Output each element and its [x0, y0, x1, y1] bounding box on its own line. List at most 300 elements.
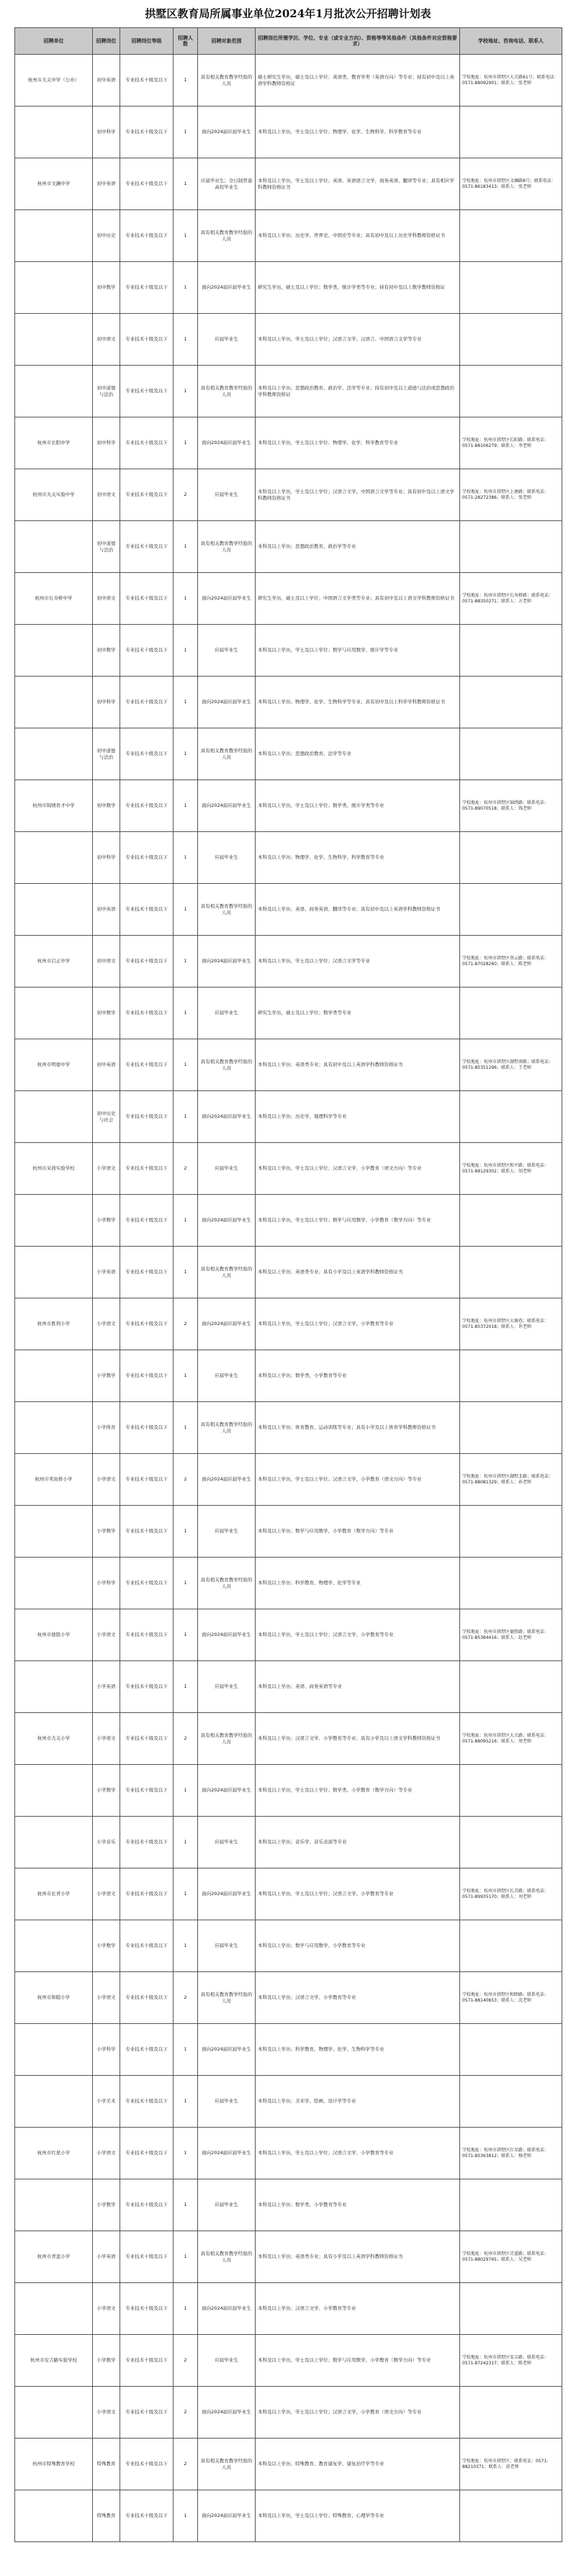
cell-requirements: 本科及以上学历，学士及以上学位；物理学、化学、生物科学、科学教育等专业	[256, 107, 460, 158]
cell-unit: 杭州市卖鱼桥小学	[15, 1454, 93, 1506]
table-row	[15, 728, 562, 780]
cell-contact: 学校地址：杭州市拱墅区大关路61号；联系电话：0571-88092901；联系人：张老师	[460, 55, 562, 107]
cell-requirements: 研究生学历，硕士及以上学位；数学类等专业	[256, 988, 460, 1039]
cell-scope: 面向2024届应届毕业生	[198, 2128, 256, 2179]
cell-scope: 应届毕业生	[198, 1143, 256, 1195]
cell-post: 小学语文	[93, 1713, 120, 1765]
cell-requirements: 研究生学历，硕士及以上学位；数学类、统计学类等专业；持有初中及以上数学教师资格证	[256, 262, 460, 314]
cell-requirements: 本科及以上学历，学士及以上学位；汉语言文学、汉语言、中国语言文学等专业	[256, 314, 460, 366]
cell-post: 初中科学	[93, 677, 120, 728]
cell-count: 1	[174, 1661, 198, 1713]
table-row	[15, 2179, 562, 2231]
cell-requirements: 本科及以上学历；物理学、化学、生物科学、科学教育等专业	[256, 832, 460, 884]
cell-unit	[15, 988, 93, 1039]
cell-requirements: 本科及以上学历，学士及以上学位；汉语言文学等专业	[256, 936, 460, 988]
cell-unit: 杭州市大关中学（公办）	[15, 55, 93, 107]
cell-scope: 面向2024届应届毕业生	[198, 1195, 256, 1247]
cell-requirements: 本科及以上学历；英语、商务英语等专业	[256, 1661, 460, 1713]
cell-scope: 应届毕业生	[198, 2076, 256, 2128]
cell-post: 小学数学	[93, 1195, 120, 1247]
cell-contact: 学校地址：杭州市拱墅区德胜路；联系电话：0571-85384416；联系人：赵老师	[460, 1609, 562, 1661]
table-row	[15, 2128, 562, 2179]
cell-count: 1	[174, 2231, 198, 2283]
cell-contact: 学校地址：杭州市拱墅区锦绣路；联系电话：0571-89070518；联系人：钱老师	[460, 780, 562, 832]
cell-post: 初中道德与法治	[93, 728, 120, 780]
cell-unit	[15, 1195, 93, 1247]
cell-unit	[15, 884, 93, 936]
table-row	[15, 1350, 562, 1402]
cell-post: 小学数学	[93, 1350, 120, 1402]
cell-count: 1	[174, 1039, 198, 1091]
cell-post: 小学语文	[93, 2283, 120, 2335]
cell-level: 专业技术十级及以下	[120, 728, 174, 780]
cell-contact	[460, 1920, 562, 1972]
cell-count: 1	[174, 210, 198, 262]
table-row	[15, 1402, 562, 1454]
cell-contact	[460, 2076, 562, 2128]
cell-contact	[460, 2283, 562, 2335]
cell-post: 小学语文	[93, 1868, 120, 1920]
cell-unit	[15, 832, 93, 884]
cell-scope: 面向2024届应届毕业生	[198, 677, 256, 728]
cell-count: 1	[174, 2024, 198, 2076]
cell-requirements: 本科及以上学历，学士及以上学位；汉语言文学、小学教育（语文方向）等专业	[256, 1454, 460, 1506]
cell-requirements: 本科及以上学历；音乐学、音乐表演等专业	[256, 1817, 460, 1868]
cell-unit	[15, 521, 93, 573]
table-row	[15, 1558, 562, 1609]
table-row	[15, 936, 562, 988]
cell-requirements: 本科及以上学历；历史学、地理科学等专业	[256, 1091, 460, 1143]
table-row	[15, 2439, 562, 2490]
cell-level: 专业技术十级及以下	[120, 677, 174, 728]
cell-scope: 面向2024届应届毕业生	[198, 2024, 256, 2076]
cell-scope: 面向2024届应届毕业生	[198, 936, 256, 988]
cell-scope: 具有相关教育教学经验的人员	[198, 1039, 256, 1091]
cell-scope: 应届毕业生	[198, 1506, 256, 1558]
cell-count: 2	[174, 1143, 198, 1195]
cell-count: 1	[174, 107, 198, 158]
table-row	[15, 1454, 562, 1506]
table-row	[15, 107, 562, 158]
cell-count: 1	[174, 314, 198, 366]
cell-count: 1	[174, 573, 198, 625]
cell-level: 专业技术十级及以下	[120, 158, 174, 210]
table-row	[15, 832, 562, 884]
cell-contact: 学校地址：杭州市拱墅区；联系电话：0571-88210371；联系人：黄老师	[460, 2439, 562, 2490]
cell-level: 专业技术十级及以下	[120, 2128, 174, 2179]
cell-scope: 面向2024届应届毕业生	[198, 780, 256, 832]
cell-contact	[460, 1402, 562, 1454]
cell-requirements: 本科及以上学历；英语、商务英语、翻译等专业；具有初中及以上英语学科教师资格证书	[256, 884, 460, 936]
table-row	[15, 2490, 562, 2542]
cell-scope: 面向2024届应届毕业生	[198, 262, 256, 314]
cell-requirements: 硕士研究生学历，硕士及以上学位；英语类、教育学类（英语方向）等专业；持有初中及以上英语学科教师资格证	[256, 55, 460, 107]
cell-level: 专业技术十级及以下	[120, 1195, 174, 1247]
cell-post: 初中英语	[93, 158, 120, 210]
cell-count: 2	[174, 2387, 198, 2439]
cell-contact	[460, 366, 562, 417]
cell-post: 初中英语	[93, 55, 120, 107]
cell-level: 专业技术十级及以下	[120, 1817, 174, 1868]
table-row	[15, 417, 562, 469]
cell-contact: 学校地址：杭州市拱墅区长青路；联系电话：0571-89935170；联系人：刘老师	[460, 1868, 562, 1920]
cell-count: 1	[174, 417, 198, 469]
cell-count: 1	[174, 55, 198, 107]
cell-requirements: 本科及以上学历，学士及以上学位；数学类、统计学类等专业	[256, 780, 460, 832]
cell-level: 专业技术十级及以下	[120, 2283, 174, 2335]
cell-count: 1	[174, 1868, 198, 1920]
cell-post: 小学数学	[93, 1765, 120, 1817]
column-header-post: 招聘岗位	[93, 28, 120, 55]
cell-unit: 杭州市启正中学	[15, 936, 93, 988]
cell-requirements: 本科及以上学历，学士及以上学位；汉语言文学、小学教育（语文方向）等专业	[256, 2387, 460, 2439]
cell-unit: 杭州市采荷实验学校	[15, 1143, 93, 1195]
cell-post: 小学语文	[93, 1298, 120, 1350]
table-row	[15, 366, 562, 417]
table-row	[15, 1765, 562, 1817]
cell-requirements: 本科及以上学历；特殊教育、教育康复学、康复治疗学等专业	[256, 2439, 460, 2490]
cell-requirements: 本科及以上学历；汉语言文学、小学教育等专业	[256, 1972, 460, 2024]
page-title: 拱墅区教育局所属事业单位2024年1月批次公开招聘计划表	[145, 7, 431, 20]
cell-count: 2	[174, 1298, 198, 1350]
table-row	[15, 2024, 562, 2076]
cell-contact	[460, 521, 562, 573]
cell-contact: 学校地址：杭州市拱墅区长寿桥路；联系电话：0571-88350271；联系人：方老师	[460, 573, 562, 625]
cell-requirements: 本科及以上学历；科学教育、物理学、化学、生物科学等专业	[256, 2024, 460, 2076]
table-row	[15, 988, 562, 1039]
cell-unit	[15, 2076, 93, 2128]
cell-level: 专业技术十级及以下	[120, 1765, 174, 1817]
cell-post: 小学数学	[93, 1920, 120, 1972]
table-row	[15, 210, 562, 262]
cell-contact: 学校地址：杭州市拱墅区和睦路；联系电话：0571-88140653；联系人：沈老师	[460, 1972, 562, 2024]
cell-requirements: 本科及以上学历；历史学、世界史、中国史等专业；具有初中及以上历史学科教师资格证书	[256, 210, 460, 262]
cell-count: 2	[174, 1972, 198, 2024]
cell-post: 小学英语	[93, 1661, 120, 1713]
cell-unit	[15, 728, 93, 780]
cell-scope: 应届毕业生	[198, 2335, 256, 2387]
cell-level: 专业技术十级及以下	[120, 1454, 174, 1506]
cell-post: 初中语文	[93, 469, 120, 521]
column-header-level: 招聘岗位等级	[120, 28, 174, 55]
cell-scope: 具有相关教育教学经验的人员	[198, 2231, 256, 2283]
cell-count: 1	[174, 677, 198, 728]
cell-count: 2	[174, 2335, 198, 2387]
cell-scope: 面向2024届应届毕业生	[198, 1609, 256, 1661]
cell-requirements: 本科及以上学历；物理学、化学、生物科学等专业；具有初中及以上科学学科教师资格证书	[256, 677, 460, 728]
cell-requirements: 本科及以上学历；美术学、绘画、设计学等专业	[256, 2076, 460, 2128]
cell-scope: 面向2024届应届毕业生	[198, 107, 256, 158]
cell-unit	[15, 2283, 93, 2335]
table-row	[15, 1609, 562, 1661]
cell-post: 小学科学	[93, 2024, 120, 2076]
cell-scope: 应届毕业生	[198, 832, 256, 884]
cell-count: 1	[174, 2076, 198, 2128]
cell-contact	[460, 1765, 562, 1817]
cell-post: 初中语文	[93, 936, 120, 988]
cell-post: 初中英语	[93, 884, 120, 936]
cell-contact	[460, 677, 562, 728]
cell-level: 专业技术十级及以下	[120, 2231, 174, 2283]
table-row	[15, 1039, 562, 1091]
cell-count: 1	[174, 988, 198, 1039]
cell-scope: 应届毕业生	[198, 1817, 256, 1868]
cell-requirements: 本科及以上学历；数学与应用数学、小学教育（数学方向）等专业	[256, 1506, 460, 1558]
table-body	[15, 55, 562, 2542]
cell-count: 1	[174, 1402, 198, 1454]
cell-level: 专业技术十级及以下	[120, 1609, 174, 1661]
table-row	[15, 262, 562, 314]
cell-scope: 具有相关教育教学经验的人员	[198, 1558, 256, 1609]
cell-count: 1	[174, 1247, 198, 1298]
cell-scope: 面向2024届应届毕业生	[198, 1765, 256, 1817]
table-row	[15, 55, 562, 107]
cell-unit: 杭州市文澜中学	[15, 158, 93, 210]
cell-requirements: 本科及以上学历；思想政治教育、法学等专业	[256, 728, 460, 780]
cell-level: 专业技术十级及以下	[120, 314, 174, 366]
cell-scope: 具有相关教育教学经验的人员	[198, 1247, 256, 1298]
cell-contact: 学校地址：杭州市拱墅区大塘巷；联系电话：0571-85372018；联系人：许老师	[460, 1298, 562, 1350]
column-header-scope: 招聘对象范围	[198, 28, 256, 55]
table-row	[15, 521, 562, 573]
cell-count: 1	[174, 2128, 198, 2179]
cell-contact: 学校地址：杭州市拱墅区文澜路8号；联系电话：0571-86183413；联系人：张老师	[460, 158, 562, 210]
cell-level: 专业技术十级及以下	[120, 366, 174, 417]
cell-post: 初中道德与法治	[93, 366, 120, 417]
cell-post: 小学语文	[93, 1609, 120, 1661]
table-row	[15, 1091, 562, 1143]
cell-level: 专业技术十级及以下	[120, 521, 174, 573]
cell-level: 专业技术十级及以下	[120, 1920, 174, 1972]
cell-contact	[460, 1195, 562, 1247]
cell-unit	[15, 262, 93, 314]
cell-post: 初中科学	[93, 107, 120, 158]
cell-post: 初中数学	[93, 780, 120, 832]
cell-contact	[460, 2024, 562, 2076]
cell-contact: 学校地址：杭州市拱墅区上塘路；联系电话：0571-28272386；联系人：张老师	[460, 469, 562, 521]
cell-scope: 应届毕业生	[198, 1661, 256, 1713]
table-row	[15, 1817, 562, 1868]
cell-level: 专业技术十级及以下	[120, 936, 174, 988]
cell-requirements: 本科及以上学历；科学教育、物理学、化学等专业	[256, 1558, 460, 1609]
cell-contact	[460, 314, 562, 366]
cell-unit: 杭州市长青小学	[15, 1868, 93, 1920]
cell-unit	[15, 1091, 93, 1143]
cell-level: 专业技术十级及以下	[120, 1506, 174, 1558]
cell-unit: 杭州市和睦小学	[15, 1972, 93, 2024]
cell-unit	[15, 210, 93, 262]
cell-post: 初中语文	[93, 314, 120, 366]
table-row	[15, 2387, 562, 2439]
cell-unit	[15, 1920, 93, 1972]
cell-unit: 杭州市德胜小学	[15, 1609, 93, 1661]
cell-requirements: 本科及以上学历；思想政治教育、政治学等专业	[256, 521, 460, 573]
cell-level: 专业技术十级及以下	[120, 2335, 174, 2387]
cell-scope: 具有相关教育教学经验的人员	[198, 2439, 256, 2490]
cell-count: 1	[174, 1558, 198, 1609]
cell-unit: 杭州市青蓝小学	[15, 2231, 93, 2283]
table-header-row	[15, 28, 562, 55]
cell-requirements: 本科及以上学历，学士及以上学位；汉语言文学、小学教育等专业	[256, 1609, 460, 1661]
cell-post: 特殊教育	[93, 2439, 120, 2490]
table-header	[15, 28, 562, 55]
cell-level: 专业技术十级及以下	[120, 780, 174, 832]
cell-unit	[15, 366, 93, 417]
cell-contact	[460, 2490, 562, 2542]
table-row	[15, 1713, 562, 1765]
cell-post: 初中英语	[93, 1039, 120, 1091]
cell-scope: 面向2024届应届毕业生	[198, 2490, 256, 2542]
cell-count: 1	[174, 2179, 198, 2231]
cell-unit	[15, 677, 93, 728]
cell-requirements: 本科及以上学历，学士及以上学位；汉语言文学、中国语言文学等专业；具有初中及以上语文学科教师资格证书	[256, 469, 460, 521]
cell-count: 1	[174, 728, 198, 780]
table-row	[15, 1247, 562, 1298]
cell-post: 初中数学	[93, 262, 120, 314]
cell-level: 专业技术十级及以下	[120, 417, 174, 469]
cell-post: 小学音乐	[93, 1817, 120, 1868]
cell-requirements: 本科及以上学历，学士及以上学位；数学类、小学教育（数学方向）等专业	[256, 1765, 460, 1817]
cell-contact: 学校地址：杭州市拱墅区安吉路；联系电话：0571-87242317；联系人：陈老师	[460, 2335, 562, 2387]
cell-contact	[460, 262, 562, 314]
cell-contact: 学校地址：杭州市拱墅区湖墅北路；联系电话：0571-88081329；联系人：孙老师	[460, 1454, 562, 1506]
recruitment-table	[14, 27, 562, 2542]
cell-unit	[15, 2387, 93, 2439]
cell-level: 专业技术十级及以下	[120, 1713, 174, 1765]
cell-post: 小学语文	[93, 2387, 120, 2439]
table-row	[15, 1506, 562, 1558]
cell-scope: 具有相关教育教学经验的人员	[198, 1713, 256, 1765]
cell-scope: 面向2024届应届毕业生	[198, 1298, 256, 1350]
cell-requirements: 本科及以上学历，学士及以上学位；汉语言文学、小学教育等专业	[256, 2128, 460, 2179]
cell-contact: 学校地址：杭州市拱墅区登云路；联系电话：0571-87028260；联系人：陈老师	[460, 936, 562, 988]
cell-unit: 杭州市长阳中学	[15, 417, 93, 469]
cell-requirements: 本科及以上学历；体育教育、运动训练等专业；具有小学及以上体育学科教师资格证书	[256, 1402, 460, 1454]
cell-contact	[460, 728, 562, 780]
cell-count: 1	[174, 780, 198, 832]
cell-contact	[460, 1350, 562, 1402]
cell-count: 2	[174, 2439, 198, 2490]
cell-contact	[460, 625, 562, 677]
cell-unit	[15, 2179, 93, 2231]
cell-unit: 杭州市锦绣育才中学	[15, 780, 93, 832]
cell-level: 专业技术十级及以下	[120, 1402, 174, 1454]
cell-level: 专业技术十级及以下	[120, 1039, 174, 1091]
cell-count: 2	[174, 1454, 198, 1506]
cell-level: 专业技术十级及以下	[120, 262, 174, 314]
table-row	[15, 1298, 562, 1350]
cell-level: 专业技术十级及以下	[120, 884, 174, 936]
cell-level: 专业技术十级及以下	[120, 832, 174, 884]
cell-count: 1	[174, 366, 198, 417]
cell-level: 专业技术十级及以下	[120, 2490, 174, 2542]
cell-level: 专业技术十级及以下	[120, 210, 174, 262]
cell-count: 1	[174, 262, 198, 314]
cell-count: 1	[174, 2283, 198, 2335]
cell-post: 小学美术	[93, 2076, 120, 2128]
cell-unit	[15, 1661, 93, 1713]
cell-scope: 具有相关教育教学经验的人员	[198, 728, 256, 780]
cell-level: 专业技术十级及以下	[120, 1661, 174, 1713]
table-row	[15, 2231, 562, 2283]
cell-requirements: 本科及以上学历；汉语言文学、小学教育等专业	[256, 2283, 460, 2335]
cell-scope: 具有相关教育教学经验的人员	[198, 210, 256, 262]
cell-unit	[15, 1506, 93, 1558]
cell-scope: 应届毕业生	[198, 988, 256, 1039]
cell-unit: 杭州市安吉路实验学校	[15, 2335, 93, 2387]
cell-requirements: 本科及以上学历；数学类、小学教育等专业	[256, 1350, 460, 1402]
cell-requirements: 本科及以上学历；汉语言文学、小学教育等专业；具有小学及以上语文学科教师资格证书	[256, 1713, 460, 1765]
table-row	[15, 1661, 562, 1713]
cell-post: 小学语文	[93, 2128, 120, 2179]
table-row	[15, 573, 562, 625]
cell-level: 专业技术十级及以下	[120, 2024, 174, 2076]
cell-count: 1	[174, 1350, 198, 1402]
cell-count: 1	[174, 2490, 198, 2542]
cell-contact	[460, 210, 562, 262]
cell-scope: 面向2024届应届毕业生	[198, 2283, 256, 2335]
cell-count: 1	[174, 158, 198, 210]
cell-scope: 具有相关教育教学经验的人员	[198, 366, 256, 417]
cell-post: 初中数学	[93, 988, 120, 1039]
cell-count: 1	[174, 936, 198, 988]
cell-count: 1	[174, 625, 198, 677]
cell-count: 1	[174, 1920, 198, 1972]
cell-contact: 学校地址：杭州市拱墅区青蓝路；联系电话：0571-88029765；联系人：吴老师	[460, 2231, 562, 2283]
cell-unit: 杭州市特殊教育学校	[15, 2439, 93, 2490]
cell-scope: 面向2024届应届毕业生	[198, 417, 256, 469]
table-row	[15, 1972, 562, 2024]
cell-scope: 具有相关教育教学经验的人员	[198, 521, 256, 573]
cell-count: 1	[174, 1506, 198, 1558]
cell-post: 小学英语	[93, 2231, 120, 2283]
cell-unit: 杭州市大关小学	[15, 1713, 93, 1765]
cell-contact: 学校地址：杭州市拱墅区红星路；联系电话：0571-85363812；联系人：杨老师	[460, 2128, 562, 2179]
cell-level: 专业技术十级及以下	[120, 625, 174, 677]
cell-unit: 杭州市明德中学	[15, 1039, 93, 1091]
column-header-requirements: 招聘岗位所需学历、学位、专业（或专业方向）、资格等等其他条件（其他条件对应资格要求）	[256, 28, 460, 55]
cell-post: 特殊教育	[93, 2490, 120, 2542]
cell-level: 专业技术十级及以下	[120, 1247, 174, 1298]
cell-requirements: 本科及以上学历，学士及以上学位；汉语言文学、小学教育等专业	[256, 1868, 460, 1920]
cell-requirements: 本科及以上学历；数学与应用数学、小学教育等专业	[256, 1920, 460, 1972]
cell-count: 2	[174, 469, 198, 521]
cell-contact	[460, 2387, 562, 2439]
table-row	[15, 1195, 562, 1247]
cell-scope: 应届毕业生	[198, 2179, 256, 2231]
cell-post: 初中道德与法治	[93, 521, 120, 573]
cell-level: 专业技术十级及以下	[120, 1972, 174, 2024]
cell-scope: 面向2024届应届毕业生	[198, 2387, 256, 2439]
cell-count: 1	[174, 832, 198, 884]
cell-contact	[460, 2179, 562, 2231]
cell-level: 专业技术十级及以下	[120, 107, 174, 158]
cell-post: 小学语文	[93, 1454, 120, 1506]
cell-count: 1	[174, 1817, 198, 1868]
cell-post: 小学数学	[93, 2179, 120, 2231]
cell-requirements: 本科及以上学历，学士及以上学位；英语、英语语言文学、商务英语、翻译等专业；具有相应学科教师资格证书	[256, 158, 460, 210]
cell-count: 1	[174, 1609, 198, 1661]
cell-post: 小学语文	[93, 1972, 120, 2024]
cell-unit: 杭州市胜利小学	[15, 1298, 93, 1350]
table-row	[15, 469, 562, 521]
table-row	[15, 625, 562, 677]
cell-requirements: 本科及以上学历，学士及以上学位；汉语言文学、小学教育（语文方向）等专业	[256, 1143, 460, 1195]
cell-count: 1	[174, 521, 198, 573]
table-row	[15, 1920, 562, 1972]
table-row	[15, 780, 562, 832]
cell-level: 专业技术十级及以下	[120, 1091, 174, 1143]
